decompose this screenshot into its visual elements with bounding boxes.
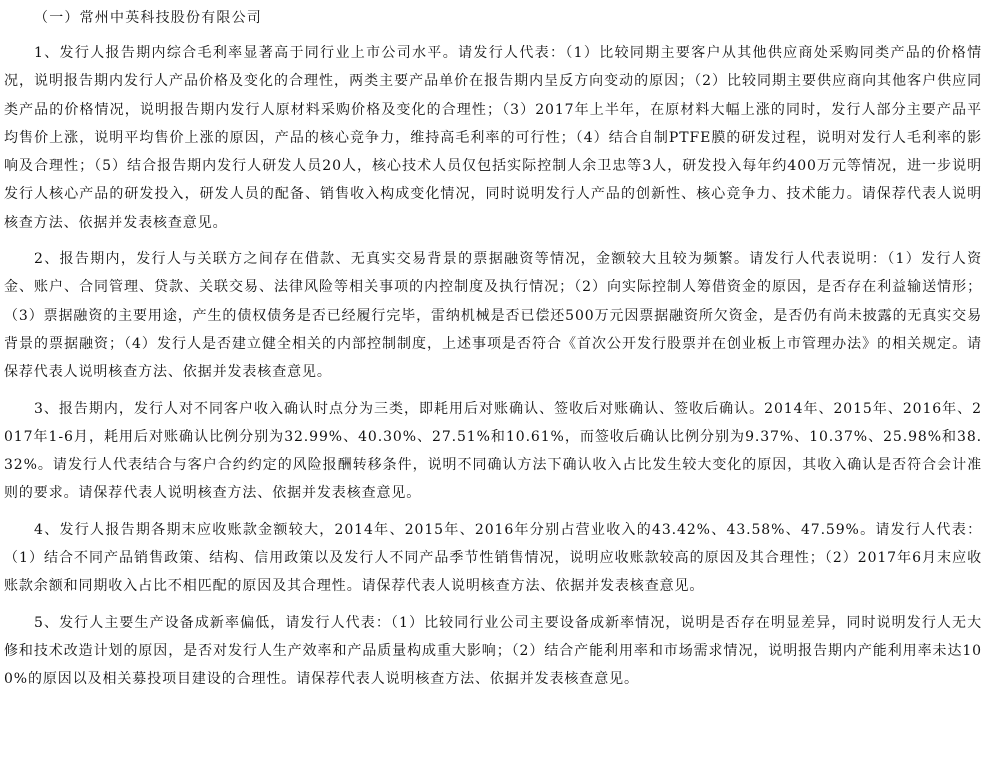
question-paragraph-5: 5、发行人主要生产设备成新率偏低，请发行人代表：（1）比较同行业公司主要设备成新率情况，说明是否存在明显差异，同时说明发行人无大修和技术改造计划的原因，是否对发行人生产效率和产品质量构成重大影响；（2）结合产能利用率和市场需求情况，说明报告期内产能利用率未达100%的原因以及相关募投项目建设的合理性。请保荐代表人说明核查方法、依据并发表核查意见。 bbox=[4, 614, 982, 688]
question-paragraph-1: 1、发行人报告期内综合毛利率显著高于同行业上市公司水平。请发行人代表：（1）比较同期主要客户从其他供应商处采购同类产品的价格情况，说明报告期内发行人产品价格及变化的合理性，两类主要产品单价在报告期内呈反方向变动的原因；（2）比较同期主要供应商向其他客户供应同类产品的价格情况，说明报告期内发行人原材料采购价格及变化的合理性；（3）2017年上半年，在原材料大幅上涨的同时，发行人部分主要产品平均售价上涨，说明平均售价上涨的原因，产品的核心竞争力，维持高毛利率的可行性；（4）结合自制PTFE膜的研发过程，说明对发行人毛利率的影响及合理性；（5）结合报告期内发行人研发人员20人，核心技术人员仅包括实际控制人余卫忠等3人，研发投入每年约400万元等情况，进一步说明发行人核心产品的研发投入，研发人员的配备、销售收入构成变化情况，同时说明发行人产品的创新性、核心竞争力、技术能力。请保荐代表人说明核查方法、依据并发表核查意见。 bbox=[4, 45, 982, 231]
section-heading: （一）常州中英科技股份有限公司 bbox=[34, 10, 262, 26]
question-paragraph-4: 4、发行人报告期各期末应收账款金额较大，2014年、2015年、2016年分别占营业收入的43.42%、43.58%、47.59%。请发行人代表：（1）结合不同产品销售政策、结构、信用政策以及发行人不同产品季节性销售情况，说明应收账款较高的原因及其合理性；（2）2017年6月末应收账款余额和同期收入占比不相匹配的原因及其合理性。请保荐代表人说明核查方法、依据并发表核查意见。 bbox=[4, 521, 982, 595]
question-paragraph-3: 3、报告期内，发行人对不同客户收入确认时点分为三类，即耗用后对账确认、签收后对账确认、签收后确认。2014年、2015年、2016年、2017年1-6月，耗用后对账确认比例分别为32.99%、40.30%、27.51%和10.61%，而签收后确认比例分别为9.37%、10.37%、25.98%和38.32%。请发行人代表结合与客户合约约定的风险报酬转移条件，说明不同确认方法下确认收入占比发生较大变化的原因，其收入确认是否符合会计准则的要求。请保荐代表人说明核查方法、依据并发表核查意见。 bbox=[4, 400, 982, 502]
question-paragraph-2: 2、报告期内，发行人与关联方之间存在借款、无真实交易背景的票据融资等情况，金额较大且较为频繁。请发行人代表说明：（1）发行人资金、账户、合同管理、贷款、关联交易、法律风险等相关事项的内控制度及执行情况；（2）向实际控制人筹借资金的原因，是否存在利益输送情形；（3）票据融资的主要用途，产生的债权债务是否已经履行完毕，雷纳机械是否已偿还500万元因票据融资所欠资金，是否仍有尚未披露的无真实交易背景的票据融资；（4）发行人是否建立健全相关的内部控制制度，上述事项是否符合《首次公开发行股票并在创业板上市管理办法》的相关规定。请保荐代表人说明核查方法、依据并发表核查意见。 bbox=[4, 251, 982, 381]
